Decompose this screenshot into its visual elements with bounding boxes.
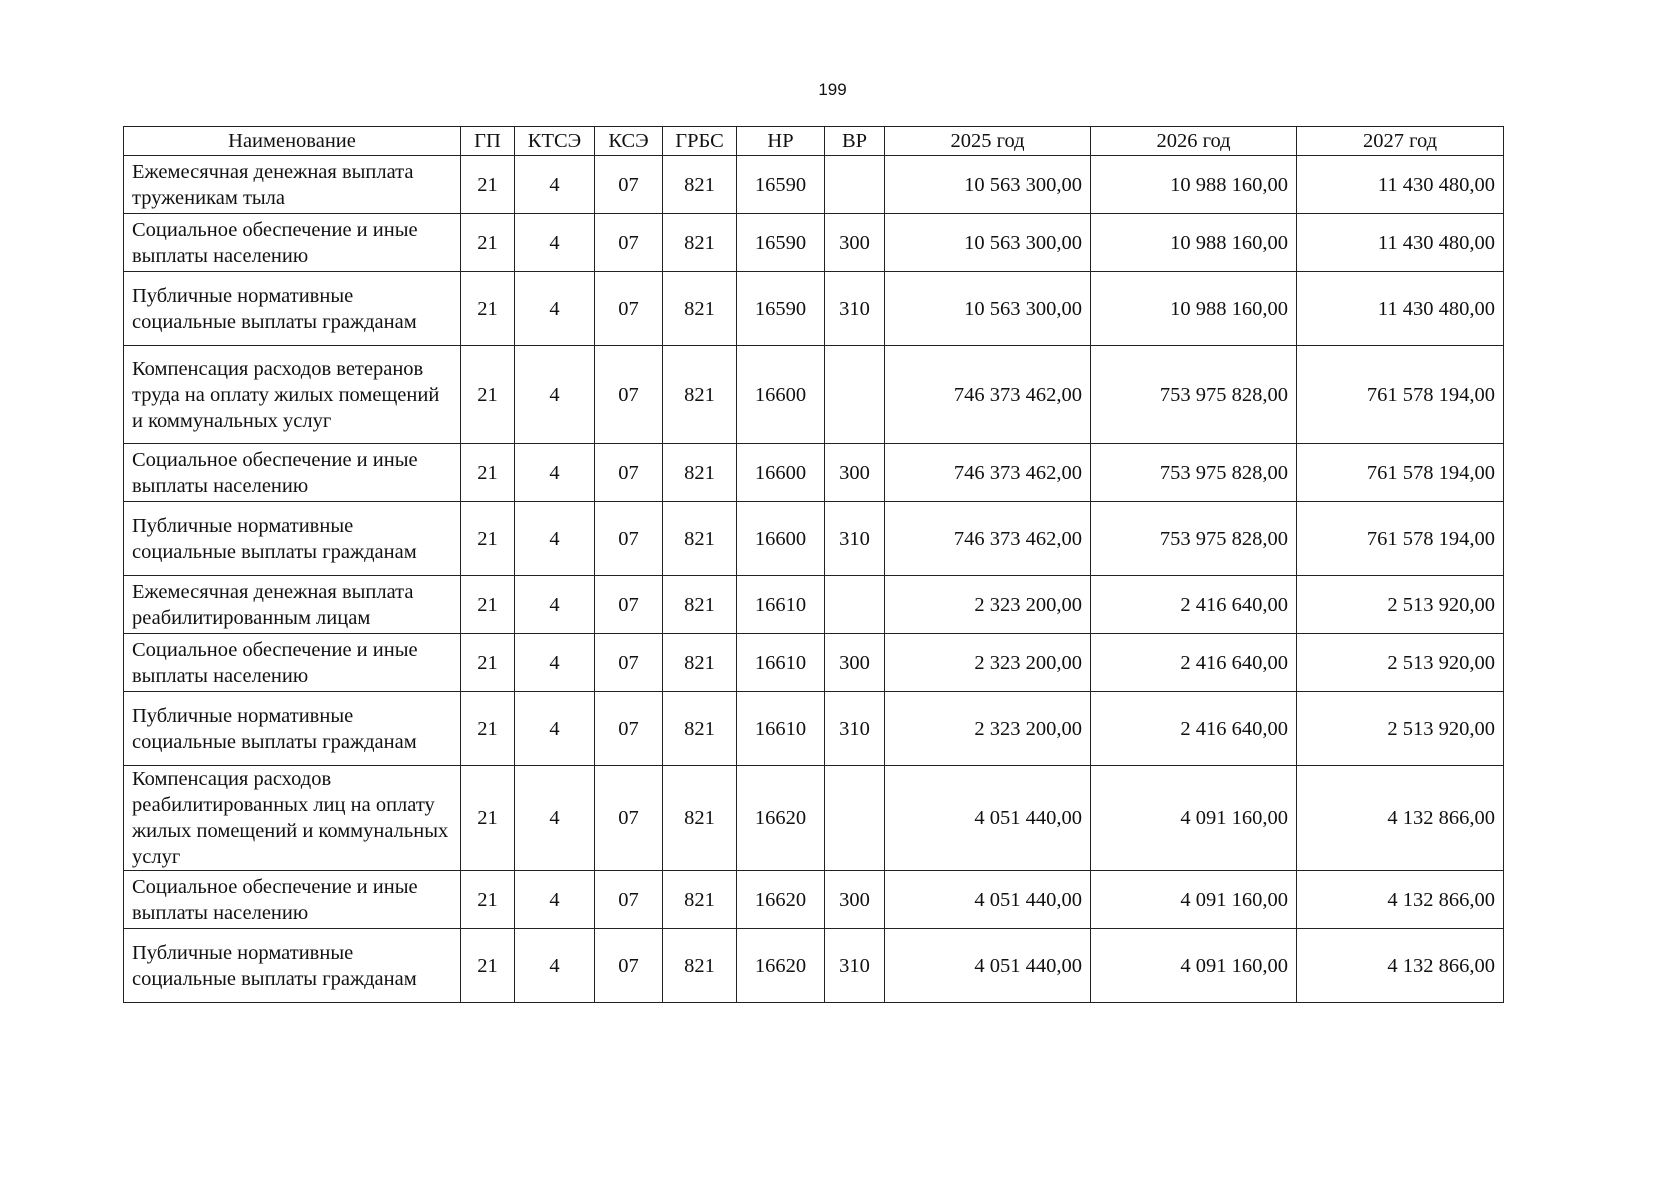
cell-2027: 4 132 866,00 bbox=[1297, 929, 1504, 1003]
cell-gp: 21 bbox=[461, 692, 515, 766]
cell-vr bbox=[825, 576, 885, 634]
cell-grbs: 821 bbox=[663, 444, 737, 502]
cell-kse: 07 bbox=[595, 929, 663, 1003]
cell-2026: 753 975 828,00 bbox=[1091, 502, 1297, 576]
cell-2025: 4 051 440,00 bbox=[885, 871, 1091, 929]
cell-2025: 10 563 300,00 bbox=[885, 214, 1091, 272]
cell-2025: 746 373 462,00 bbox=[885, 444, 1091, 502]
cell-gp: 21 bbox=[461, 272, 515, 346]
cell-grbs: 821 bbox=[663, 871, 737, 929]
cell-gp: 21 bbox=[461, 444, 515, 502]
cell-2026: 4 091 160,00 bbox=[1091, 929, 1297, 1003]
cell-grbs: 821 bbox=[663, 766, 737, 871]
cell-nr: 16600 bbox=[737, 346, 825, 444]
cell-name: Ежемесячная денежная выплата труженикам тыла bbox=[124, 156, 461, 214]
cell-2025: 10 563 300,00 bbox=[885, 156, 1091, 214]
cell-name: Компенсация расходов реабилитированных лиц на оплату жилых помещений и коммунальных услуг bbox=[124, 766, 461, 871]
cell-gp: 21 bbox=[461, 634, 515, 692]
cell-name: Социальное обеспечение и иные выплаты населению bbox=[124, 634, 461, 692]
cell-2027: 11 430 480,00 bbox=[1297, 214, 1504, 272]
header-vr: ВР bbox=[825, 127, 885, 156]
cell-2027: 2 513 920,00 bbox=[1297, 692, 1504, 766]
cell-ktse: 4 bbox=[515, 444, 595, 502]
cell-2025: 746 373 462,00 bbox=[885, 346, 1091, 444]
table-row bbox=[124, 502, 1504, 576]
cell-vr: 310 bbox=[825, 272, 885, 346]
cell-2026: 10 988 160,00 bbox=[1091, 214, 1297, 272]
cell-gp: 21 bbox=[461, 502, 515, 576]
cell-nr: 16600 bbox=[737, 502, 825, 576]
cell-gp: 21 bbox=[461, 214, 515, 272]
table-row bbox=[124, 346, 1504, 444]
cell-nr: 16620 bbox=[737, 871, 825, 929]
cell-2026: 753 975 828,00 bbox=[1091, 346, 1297, 444]
cell-vr: 300 bbox=[825, 871, 885, 929]
table-row bbox=[124, 576, 1504, 634]
cell-ktse: 4 bbox=[515, 929, 595, 1003]
cell-2025: 4 051 440,00 bbox=[885, 929, 1091, 1003]
header-ktse: КТСЭ bbox=[515, 127, 595, 156]
cell-kse: 07 bbox=[595, 156, 663, 214]
cell-grbs: 821 bbox=[663, 576, 737, 634]
cell-kse: 07 bbox=[595, 692, 663, 766]
cell-gp: 21 bbox=[461, 871, 515, 929]
header-2025: 2025 год bbox=[885, 127, 1091, 156]
cell-name: Социальное обеспечение и иные выплаты населению bbox=[124, 214, 461, 272]
cell-ktse: 4 bbox=[515, 156, 595, 214]
table-row bbox=[124, 214, 1504, 272]
cell-2025: 2 323 200,00 bbox=[885, 634, 1091, 692]
table-row bbox=[124, 692, 1504, 766]
cell-2027: 761 578 194,00 bbox=[1297, 502, 1504, 576]
cell-gp: 21 bbox=[461, 346, 515, 444]
table-row bbox=[124, 766, 1504, 871]
cell-vr: 300 bbox=[825, 444, 885, 502]
cell-name: Социальное обеспечение и иные выплаты населению bbox=[124, 444, 461, 502]
cell-ktse: 4 bbox=[515, 692, 595, 766]
cell-nr: 16620 bbox=[737, 766, 825, 871]
cell-2027: 761 578 194,00 bbox=[1297, 346, 1504, 444]
table-row bbox=[124, 871, 1504, 929]
cell-2026: 10 988 160,00 bbox=[1091, 156, 1297, 214]
cell-2027: 4 132 866,00 bbox=[1297, 871, 1504, 929]
cell-ktse: 4 bbox=[515, 766, 595, 871]
cell-2026: 4 091 160,00 bbox=[1091, 766, 1297, 871]
cell-ktse: 4 bbox=[515, 272, 595, 346]
cell-gp: 21 bbox=[461, 766, 515, 871]
cell-grbs: 821 bbox=[663, 272, 737, 346]
cell-kse: 07 bbox=[595, 502, 663, 576]
cell-2025: 4 051 440,00 bbox=[885, 766, 1091, 871]
cell-name: Публичные нормативные социальные выплаты гражданам bbox=[124, 692, 461, 766]
cell-vr: 300 bbox=[825, 634, 885, 692]
header-gp: ГП bbox=[461, 127, 515, 156]
header-name: Наименование bbox=[124, 127, 461, 156]
header-nr: НР bbox=[737, 127, 825, 156]
cell-2026: 753 975 828,00 bbox=[1091, 444, 1297, 502]
table-row bbox=[124, 156, 1504, 214]
cell-kse: 07 bbox=[595, 634, 663, 692]
cell-vr: 310 bbox=[825, 692, 885, 766]
cell-name: Публичные нормативные социальные выплаты гражданам bbox=[124, 929, 461, 1003]
cell-kse: 07 bbox=[595, 214, 663, 272]
table-body bbox=[124, 156, 1504, 1003]
cell-vr bbox=[825, 346, 885, 444]
cell-kse: 07 bbox=[595, 871, 663, 929]
cell-kse: 07 bbox=[595, 346, 663, 444]
cell-grbs: 821 bbox=[663, 929, 737, 1003]
cell-name: Публичные нормативные социальные выплаты гражданам bbox=[124, 272, 461, 346]
cell-nr: 16610 bbox=[737, 576, 825, 634]
cell-2026: 4 091 160,00 bbox=[1091, 871, 1297, 929]
cell-nr: 16590 bbox=[737, 272, 825, 346]
cell-2027: 11 430 480,00 bbox=[1297, 156, 1504, 214]
cell-2025: 2 323 200,00 bbox=[885, 692, 1091, 766]
header-kse: КСЭ bbox=[595, 127, 663, 156]
cell-nr: 16610 bbox=[737, 634, 825, 692]
cell-ktse: 4 bbox=[515, 871, 595, 929]
cell-nr: 16600 bbox=[737, 444, 825, 502]
cell-ktse: 4 bbox=[515, 634, 595, 692]
cell-2026: 10 988 160,00 bbox=[1091, 272, 1297, 346]
cell-2025: 10 563 300,00 bbox=[885, 272, 1091, 346]
header-2026: 2026 год bbox=[1091, 127, 1297, 156]
cell-ktse: 4 bbox=[515, 346, 595, 444]
cell-2025: 746 373 462,00 bbox=[885, 502, 1091, 576]
cell-2026: 2 416 640,00 bbox=[1091, 692, 1297, 766]
cell-kse: 07 bbox=[595, 576, 663, 634]
header-row bbox=[124, 127, 1504, 156]
cell-kse: 07 bbox=[595, 766, 663, 871]
table-header bbox=[124, 127, 1504, 156]
cell-vr: 310 bbox=[825, 929, 885, 1003]
header-grbs: ГРБС bbox=[663, 127, 737, 156]
cell-nr: 16610 bbox=[737, 692, 825, 766]
cell-2027: 11 430 480,00 bbox=[1297, 272, 1504, 346]
table-row bbox=[124, 444, 1504, 502]
cell-gp: 21 bbox=[461, 929, 515, 1003]
cell-name: Публичные нормативные социальные выплаты гражданам bbox=[124, 502, 461, 576]
table-row bbox=[124, 272, 1504, 346]
cell-grbs: 821 bbox=[663, 634, 737, 692]
cell-kse: 07 bbox=[595, 444, 663, 502]
table-row bbox=[124, 634, 1504, 692]
cell-2027: 761 578 194,00 bbox=[1297, 444, 1504, 502]
header-2027: 2027 год bbox=[1297, 127, 1504, 156]
cell-grbs: 821 bbox=[663, 692, 737, 766]
cell-2027: 2 513 920,00 bbox=[1297, 576, 1504, 634]
cell-2027: 4 132 866,00 bbox=[1297, 766, 1504, 871]
cell-name: Социальное обеспечение и иные выплаты населению bbox=[124, 871, 461, 929]
cell-nr: 16590 bbox=[737, 156, 825, 214]
cell-gp: 21 bbox=[461, 156, 515, 214]
cell-nr: 16620 bbox=[737, 929, 825, 1003]
cell-grbs: 821 bbox=[663, 346, 737, 444]
cell-2025: 2 323 200,00 bbox=[885, 576, 1091, 634]
page-number: 199 bbox=[818, 80, 847, 99]
cell-ktse: 4 bbox=[515, 502, 595, 576]
cell-ktse: 4 bbox=[515, 214, 595, 272]
cell-gp: 21 bbox=[461, 576, 515, 634]
cell-grbs: 821 bbox=[663, 156, 737, 214]
budget-table bbox=[123, 126, 1504, 1003]
cell-2026: 2 416 640,00 bbox=[1091, 634, 1297, 692]
cell-grbs: 821 bbox=[663, 214, 737, 272]
cell-vr: 300 bbox=[825, 214, 885, 272]
cell-vr bbox=[825, 156, 885, 214]
table-row bbox=[124, 929, 1504, 1003]
cell-2027: 2 513 920,00 bbox=[1297, 634, 1504, 692]
cell-name: Ежемесячная денежная выплата реабилитированным лицам bbox=[124, 576, 461, 634]
cell-ktse: 4 bbox=[515, 576, 595, 634]
cell-nr: 16590 bbox=[737, 214, 825, 272]
cell-vr: 310 bbox=[825, 502, 885, 576]
cell-grbs: 821 bbox=[663, 502, 737, 576]
cell-vr bbox=[825, 766, 885, 871]
cell-kse: 07 bbox=[595, 272, 663, 346]
cell-2026: 2 416 640,00 bbox=[1091, 576, 1297, 634]
cell-name: Компенсация расходов ветеранов труда на оплату жилых помещений и коммунальных услуг bbox=[124, 346, 461, 444]
